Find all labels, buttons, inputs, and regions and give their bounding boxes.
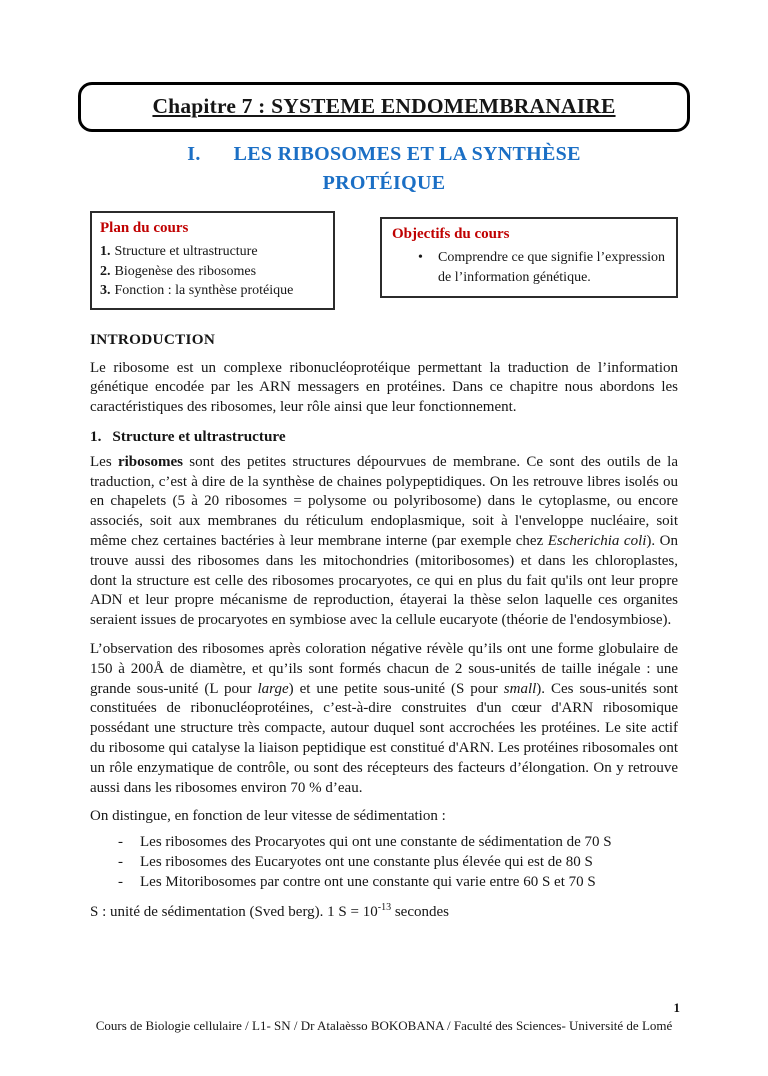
list-item (90, 873, 678, 893)
section-heading-text: LES RIBOSOMES ET LA SYNTHÈSE (233, 143, 581, 165)
text-run: ) et une petite sous-unité (S pour (288, 680, 504, 697)
plan-item (100, 242, 325, 262)
text-run: ). Ces sous-unités sont constituées de ribonucléoprotéines, c’est-à-dire construites d'un cœur d'ARN ribosomique possédant une structure très compacte, autour duquel sont accrochées les protéines. Le site actif du ribosome qui catalyse la liaison peptidique est constitué d'ARN. Les protéines ribosomales ont un rôle enzymatique de contrôle, ou sont des récepteurs des facteurs d’élongation. On y retrouve aussi dans les ribosomes environ 70 % d’eau. (90, 680, 678, 796)
introduction-heading: INTRODUCTION (90, 330, 216, 348)
plan-box-title: Plan du cours (100, 220, 189, 236)
list-item-text: Les ribosomes des Procaryotes qui ont une constante de sédimentation de 70 S (140, 834, 612, 851)
subsection-title: Structure et ultrastructure (112, 427, 286, 445)
list-item (90, 853, 678, 873)
footer-text: Cours de Biologie cellulaire / L1- SN / Dr Atalaèsso BOKOBANA / Faculté des Sciences- Université de Lomé (95, 1018, 673, 1033)
text-run: Les (90, 453, 118, 470)
sedimentation-intro: On distingue, en fonction de leur vitesse de sédimentation : (90, 808, 446, 825)
list-item (90, 833, 678, 853)
paragraph-observation (90, 640, 678, 798)
objectives-box-title: Objectifs du cours (392, 226, 510, 242)
bullet-icon: • (418, 250, 423, 265)
section-heading-numeral: I. (187, 143, 201, 165)
paragraph-structure (90, 453, 678, 631)
document-page (0, 82, 768, 1076)
text-run: sont des petites structures dépourvues de membrane. Ce sont des outils de la traduction, c’est à dire de la synthèse de chaines polypeptidiques. On les retrouve libres isolés ou en chapelets (5 à 20 ribosomes = polysome ou polyribosome) dans le cytoplasme, ou encore associés, soit aux membranes du réticulum endoplasmique, soit à l'enveloppe nucléaire, soit même chez certaines bactéries à leur membrane interne (par exemple chez (90, 453, 678, 550)
plan-item-number: 1. (100, 244, 111, 259)
plan-item (100, 262, 325, 282)
page-number: 1 (673, 1000, 680, 1015)
sedimentation-list (90, 833, 678, 892)
svedberg-note (90, 902, 678, 922)
chapter-title-box (78, 82, 690, 132)
text-run: ). On trouve aussi des ribosomes dans les mitochondries (mitoribosomes) et dans les chloroplastes, dont la structure est celle des ribosomes procaryotes, ce qui en plus du fait qu'ils ont leur propre ADN et leur propre mécanisme de reproduction, étayerai la thèse selon laquelle ces organites seraient issues de procaryotes en symbiose avec la cellule eucaryote (théorie de l'endosymbiose). (90, 533, 678, 629)
plan-item-label: Structure et ultrastructure (114, 244, 258, 259)
objective-item (392, 248, 666, 287)
text-run-italic: small (503, 680, 537, 697)
dash-icon: - (118, 834, 123, 851)
plan-box (90, 211, 335, 310)
text-run: S : unité de sédimentation (Sved berg). 1 S = 10 (90, 903, 378, 920)
plan-item-number: 2. (100, 263, 111, 279)
course-info-boxes (90, 211, 678, 310)
section-heading-line1 (90, 140, 678, 169)
section-heading-line2: PROTÉIQUE (322, 172, 446, 194)
chapter-title: Chapitre 7 : SYSTEME ENDOMEMBRANAIRE (152, 94, 616, 118)
subsection-heading (90, 427, 678, 447)
introduction-paragraph: Le ribosome est un complexe ribonucléoprotéique permettant la traduction de l’information génétique encodée par les ARN messagers en protéines. Dans ce chapitre nous abordons les caractéristiques des ribosomes, leur rôle ainsi que leur fonctionnement. (90, 359, 678, 416)
text-run: secondes (391, 903, 449, 920)
section-heading (90, 140, 678, 198)
superscript-exponent: -13 (377, 901, 392, 913)
text-run-italic: Escherichia coli (547, 533, 647, 550)
plan-item-label: Fonction : la synthèse protéique (114, 283, 294, 298)
text-run-italic: large (257, 680, 289, 697)
objectives-box (380, 217, 678, 298)
plan-item-number: 3. (100, 283, 111, 298)
dash-icon: - (118, 873, 123, 890)
plan-item-label: Biogenèse des ribosomes (114, 263, 257, 279)
text-run-bold: ribosomes (117, 453, 183, 470)
subsection-number: 1. (90, 427, 102, 445)
text-run: L’observation des ribosomes après coloration négative révèle qu’ils ont une forme globulaire de 150 à 200Å de diamètre, et qu’ils sont formés chacun de 2 sous-unités de taille inégale : une grande sous-unité (L pour (90, 641, 678, 697)
list-item-text: Les Mitoribosomes par contre ont une constante qui varie entre 60 S et 70 S (140, 873, 596, 890)
objective-item-text: Comprendre ce que signifie l’expression de l’information génétique. (438, 250, 666, 285)
list-item-text: Les ribosomes des Eucaryotes ont une constante plus élevée qui est de 80 S (140, 854, 593, 871)
dash-icon: - (118, 854, 123, 871)
plan-item (100, 281, 325, 301)
